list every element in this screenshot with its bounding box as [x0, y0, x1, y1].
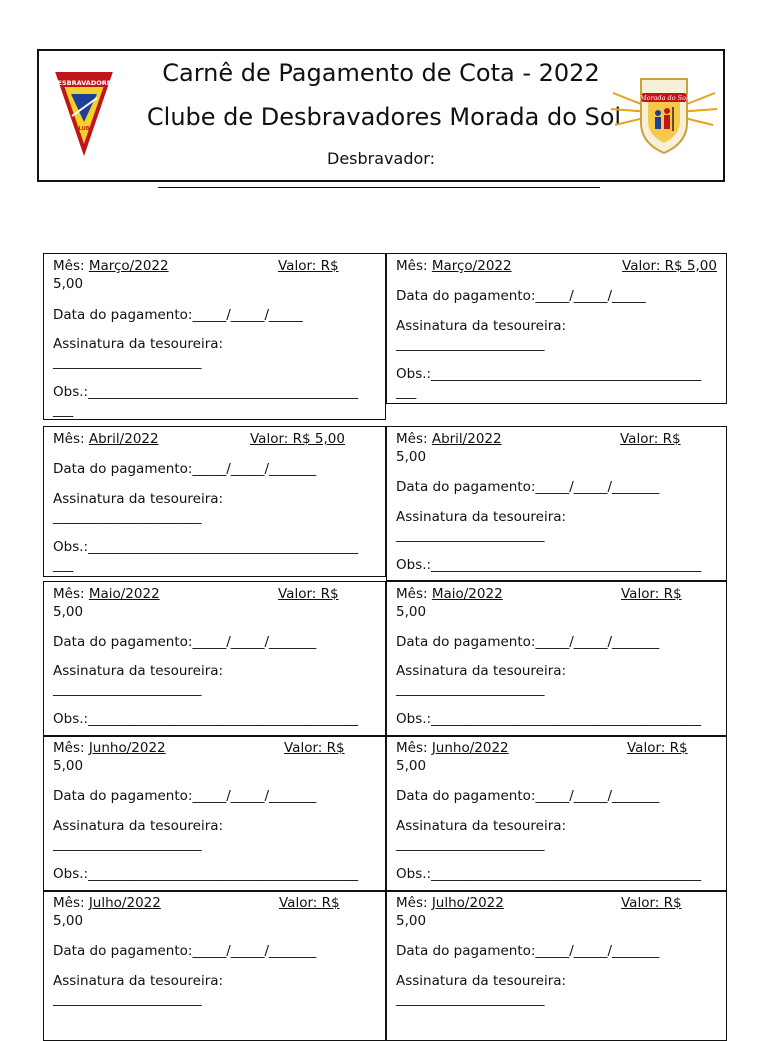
obs-field: Obs.:________________________________________ [396, 366, 702, 382]
obs-field: Obs.:________________________________________ [53, 384, 359, 400]
signature-label: Assinatura da tesoureira: [53, 663, 224, 679]
valor-label: Valor: R$ [627, 740, 688, 756]
month-label: Mês: [396, 258, 432, 274]
signature-label: Assinatura da tesoureira: [53, 818, 224, 834]
obs-tail: ___ [53, 557, 74, 573]
payment-card [386, 891, 727, 1041]
signature-label: Assinatura da tesoureira: [53, 336, 224, 352]
document-title: Carnê de Pagamento de Cota - 2022 [162, 59, 600, 87]
valor-label: Valor: R$ [284, 740, 345, 756]
logo-right-text: Morada do Sol [639, 94, 689, 102]
month-label: Mês: [396, 895, 432, 911]
amount-value: 5,00 [396, 449, 427, 465]
amount-value: 5,00 [396, 913, 427, 929]
obs-field: Obs.:________________________________________ [396, 711, 702, 727]
signature-label: Assinatura da tesoureira: [396, 973, 567, 989]
signature-line: ______________________ [53, 681, 202, 697]
header-box [37, 49, 725, 182]
signature-line: ______________________ [53, 509, 202, 525]
obs-tail: ___ [53, 402, 74, 418]
logo-left-text: DESBRAVADORES [52, 79, 116, 87]
month-label: Mês: [53, 895, 89, 911]
member-label: Desbravador: [327, 149, 435, 168]
valor-label: Valor: R$ [621, 895, 682, 911]
signature-line: ______________________ [396, 991, 545, 1007]
month-value: Junho/2022 [431, 740, 509, 756]
morada-do-sol-logo-icon [611, 73, 717, 155]
obs-field: Obs.:________________________________________ [53, 539, 359, 555]
amount-value: 5,00 [53, 276, 84, 292]
month-label: Mês: [53, 586, 89, 602]
month-label: Mês: [53, 740, 89, 756]
signature-line: ______________________ [396, 681, 545, 697]
signature-line: ______________________ [53, 836, 202, 852]
obs-tail: ___ [396, 384, 417, 400]
valor-label: Valor: R$ [278, 586, 339, 602]
valor-label: Valor: R$ [278, 258, 339, 274]
valor-label: Valor: R$ [621, 586, 682, 602]
amount-value: 5,00 [53, 758, 84, 774]
month-value: Maio/2022 [88, 586, 160, 602]
signature-line: ______________________ [53, 354, 202, 370]
month-value: Abril/2022 [88, 431, 159, 447]
month-value: Março/2022 [88, 258, 169, 274]
month-value: Julho/2022 [431, 895, 504, 911]
payment-date-field: Data do pagamento:_____/_____/_______ [53, 634, 317, 650]
payment-date-field: Data do pagamento:_____/_____/_______ [396, 479, 660, 495]
payment-date-field: Data do pagamento:_____/_____/_____ [396, 288, 646, 304]
payment-card [386, 736, 727, 891]
month-label: Mês: [396, 586, 432, 602]
obs-field: Obs.:________________________________________ [396, 866, 702, 882]
amount-value: 5,00 [53, 604, 84, 620]
month-value: Março/2022 [431, 258, 512, 274]
month-label: Mês: [53, 258, 89, 274]
payment-card [43, 581, 386, 736]
signature-line: ______________________ [396, 336, 545, 352]
payment-card [43, 891, 386, 1041]
month-label: Mês: [396, 740, 432, 756]
obs-field: Obs.:________________________________________ [53, 866, 359, 882]
signature-label: Assinatura da tesoureira: [53, 973, 224, 989]
signature-label: Assinatura da tesoureira: [53, 491, 224, 507]
month-label: Mês: [396, 431, 432, 447]
amount-value: 5,00 [396, 758, 427, 774]
month-value: Junho/2022 [88, 740, 166, 756]
club-name: Clube de Desbravadores Morada do Sol [146, 103, 622, 131]
obs-field: Obs.:________________________________________ [396, 557, 702, 573]
signature-line: ______________________ [396, 527, 545, 543]
month-value: Maio/2022 [431, 586, 503, 602]
amount-value: 5,00 [396, 604, 427, 620]
logo-left-sub: CLUBE [75, 126, 93, 132]
month-label: Mês: [53, 431, 89, 447]
payment-card [43, 426, 386, 577]
payment-date-field: Data do pagamento:_____/_____/_______ [53, 461, 317, 477]
payment-date-field: Data do pagamento:_____/_____/_______ [396, 943, 660, 959]
payment-card [386, 426, 727, 581]
amount-value: 5,00 [53, 913, 84, 929]
valor-label: Valor: R$ 5,00 [622, 258, 717, 274]
signature-line: ______________________ [53, 991, 202, 1007]
obs-field: Obs.:________________________________________ [53, 711, 359, 727]
payment-card [43, 253, 386, 420]
valor-label: Valor: R$ 5,00 [250, 431, 345, 447]
payment-date-field: Data do pagamento:_____/_____/_______ [396, 634, 660, 650]
valor-label: Valor: R$ [620, 431, 681, 447]
signature-label: Assinatura da tesoureira: [396, 509, 567, 525]
signature-label: Assinatura da tesoureira: [396, 818, 567, 834]
month-value: Julho/2022 [88, 895, 161, 911]
payment-card [386, 253, 727, 404]
signature-line: ______________________ [396, 836, 545, 852]
signature-label: Assinatura da tesoureira: [396, 318, 567, 334]
payment-card [43, 736, 386, 891]
payment-date-field: Data do pagamento:_____/_____/_______ [53, 943, 317, 959]
signature-label: Assinatura da tesoureira: [396, 663, 567, 679]
month-value: Abril/2022 [431, 431, 502, 447]
payment-date-field: Data do pagamento:_____/_____/_______ [396, 788, 660, 804]
payment-date-field: Data do pagamento:_____/_____/_______ [53, 788, 317, 804]
payment-date-field: Data do pagamento:_____/_____/_____ [53, 307, 303, 323]
member-signature-line [158, 187, 600, 188]
payment-card [386, 581, 727, 736]
valor-label: Valor: R$ [279, 895, 340, 911]
